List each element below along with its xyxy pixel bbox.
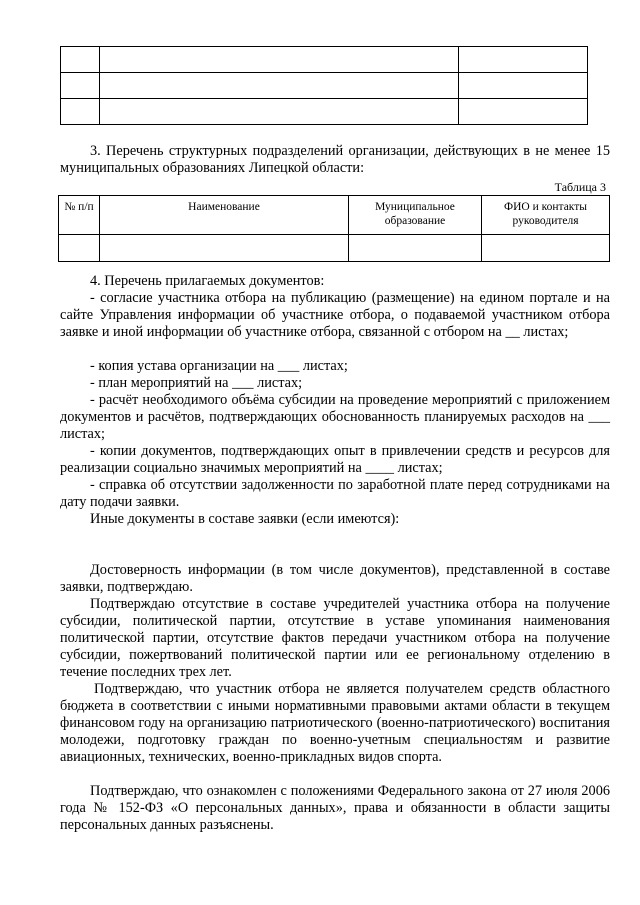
table-cell [459,47,588,73]
col-header-head-contacts: ФИО и контакты руководителя [482,196,610,235]
document-item-consent: - согласие участника отбора на публикацию (размещение) на едином портале и на сайте Управления информации об участнике отбора, о подаваемой участником отбора заявке и иной информации об участнике отбора, связанной с отбором на __ листах; [60,290,610,340]
table-row [61,73,588,99]
confirmation-no-party: Подтверждаю отсутствие в составе учредителей участника отбора на получение субсидии, политической партии, отсутствие в уставе упоминания наименования политической партии, отсутствие фактов передачи участником отбора на получение субсидии, пожертвований политической партии или ее региональному отделению в течение последних трех лет. [60,596,610,680]
table-cell [459,99,588,125]
document-item-plan: - план мероприятий на ___ листах; [90,375,303,391]
col-header-number: № п/п [59,196,100,235]
col-header-name: Наименование [100,196,349,235]
continued-table [60,46,588,125]
table-caption: Таблица 3 [554,180,606,194]
document-item-debt-certificate: - справка об отсутствии задолженности по заработной плате перед сотрудниками на дату подачи заявки. [60,477,610,510]
section-3-text: 3. Перечень структурных подразделений организации, действующих в не менее 15 муниципальных образованиях Липецкой области: [60,143,610,176]
table-cell [61,73,100,99]
confirmation-personal-data: Подтверждаю, что ознакомлен с положениями Федерального закона от 27 июля 2006 года № 152-ФЗ «О персональных данных», права и обязанности в области защиты персональных данных разъяснены. [60,783,610,833]
document-item-charter: - копия устава организации на ___ листах; [90,358,348,374]
table-cell [349,235,482,262]
table-cell [61,47,100,73]
document-item-calculation: - расчёт необходимого объёма субсидии на проведение мероприятий с приложением документов и расчётов, подтверждающих обоснованность планируемых расходов на ___ листах; [60,392,610,442]
table-cell [100,47,459,73]
table-cell [482,235,610,262]
other-documents: Иные документы в составе заявки (если имеются): [90,511,400,527]
table-header-row [59,196,610,235]
confirmation-accuracy: Достоверность информации (в том числе документов), представленной в составе заявки, подтверждаю. [60,562,610,595]
table-3 [58,195,610,262]
table-cell [100,73,459,99]
table-row [61,99,588,125]
document-item-experience: - копии документов, подтверждающих опыт в привлечении средств и ресурсов для реализации социально значимых мероприятий на ____ листах; [60,443,610,476]
table-cell [100,99,459,125]
section-4-title: 4. Перечень прилагаемых документов: [90,273,325,289]
table-cell [59,235,100,262]
table-row [61,47,588,73]
table-cell [61,99,100,125]
table-cell [100,235,349,262]
confirmation-not-recipient: Подтверждаю, что участник отбора не является получателем средств областного бюджета в соответствии с иными нормативными правовыми актами области в текущем финансовом году на организацию патриотического (военно-патриотического) воспитания молодежи, подготовку граждан по военно-учетным специальностям и развитие авиационных, технических, военно-прикладных видов спорта. [60,681,610,765]
table-cell [459,73,588,99]
col-header-municipality: Муниципальное образование [349,196,482,235]
table-row [59,235,610,262]
